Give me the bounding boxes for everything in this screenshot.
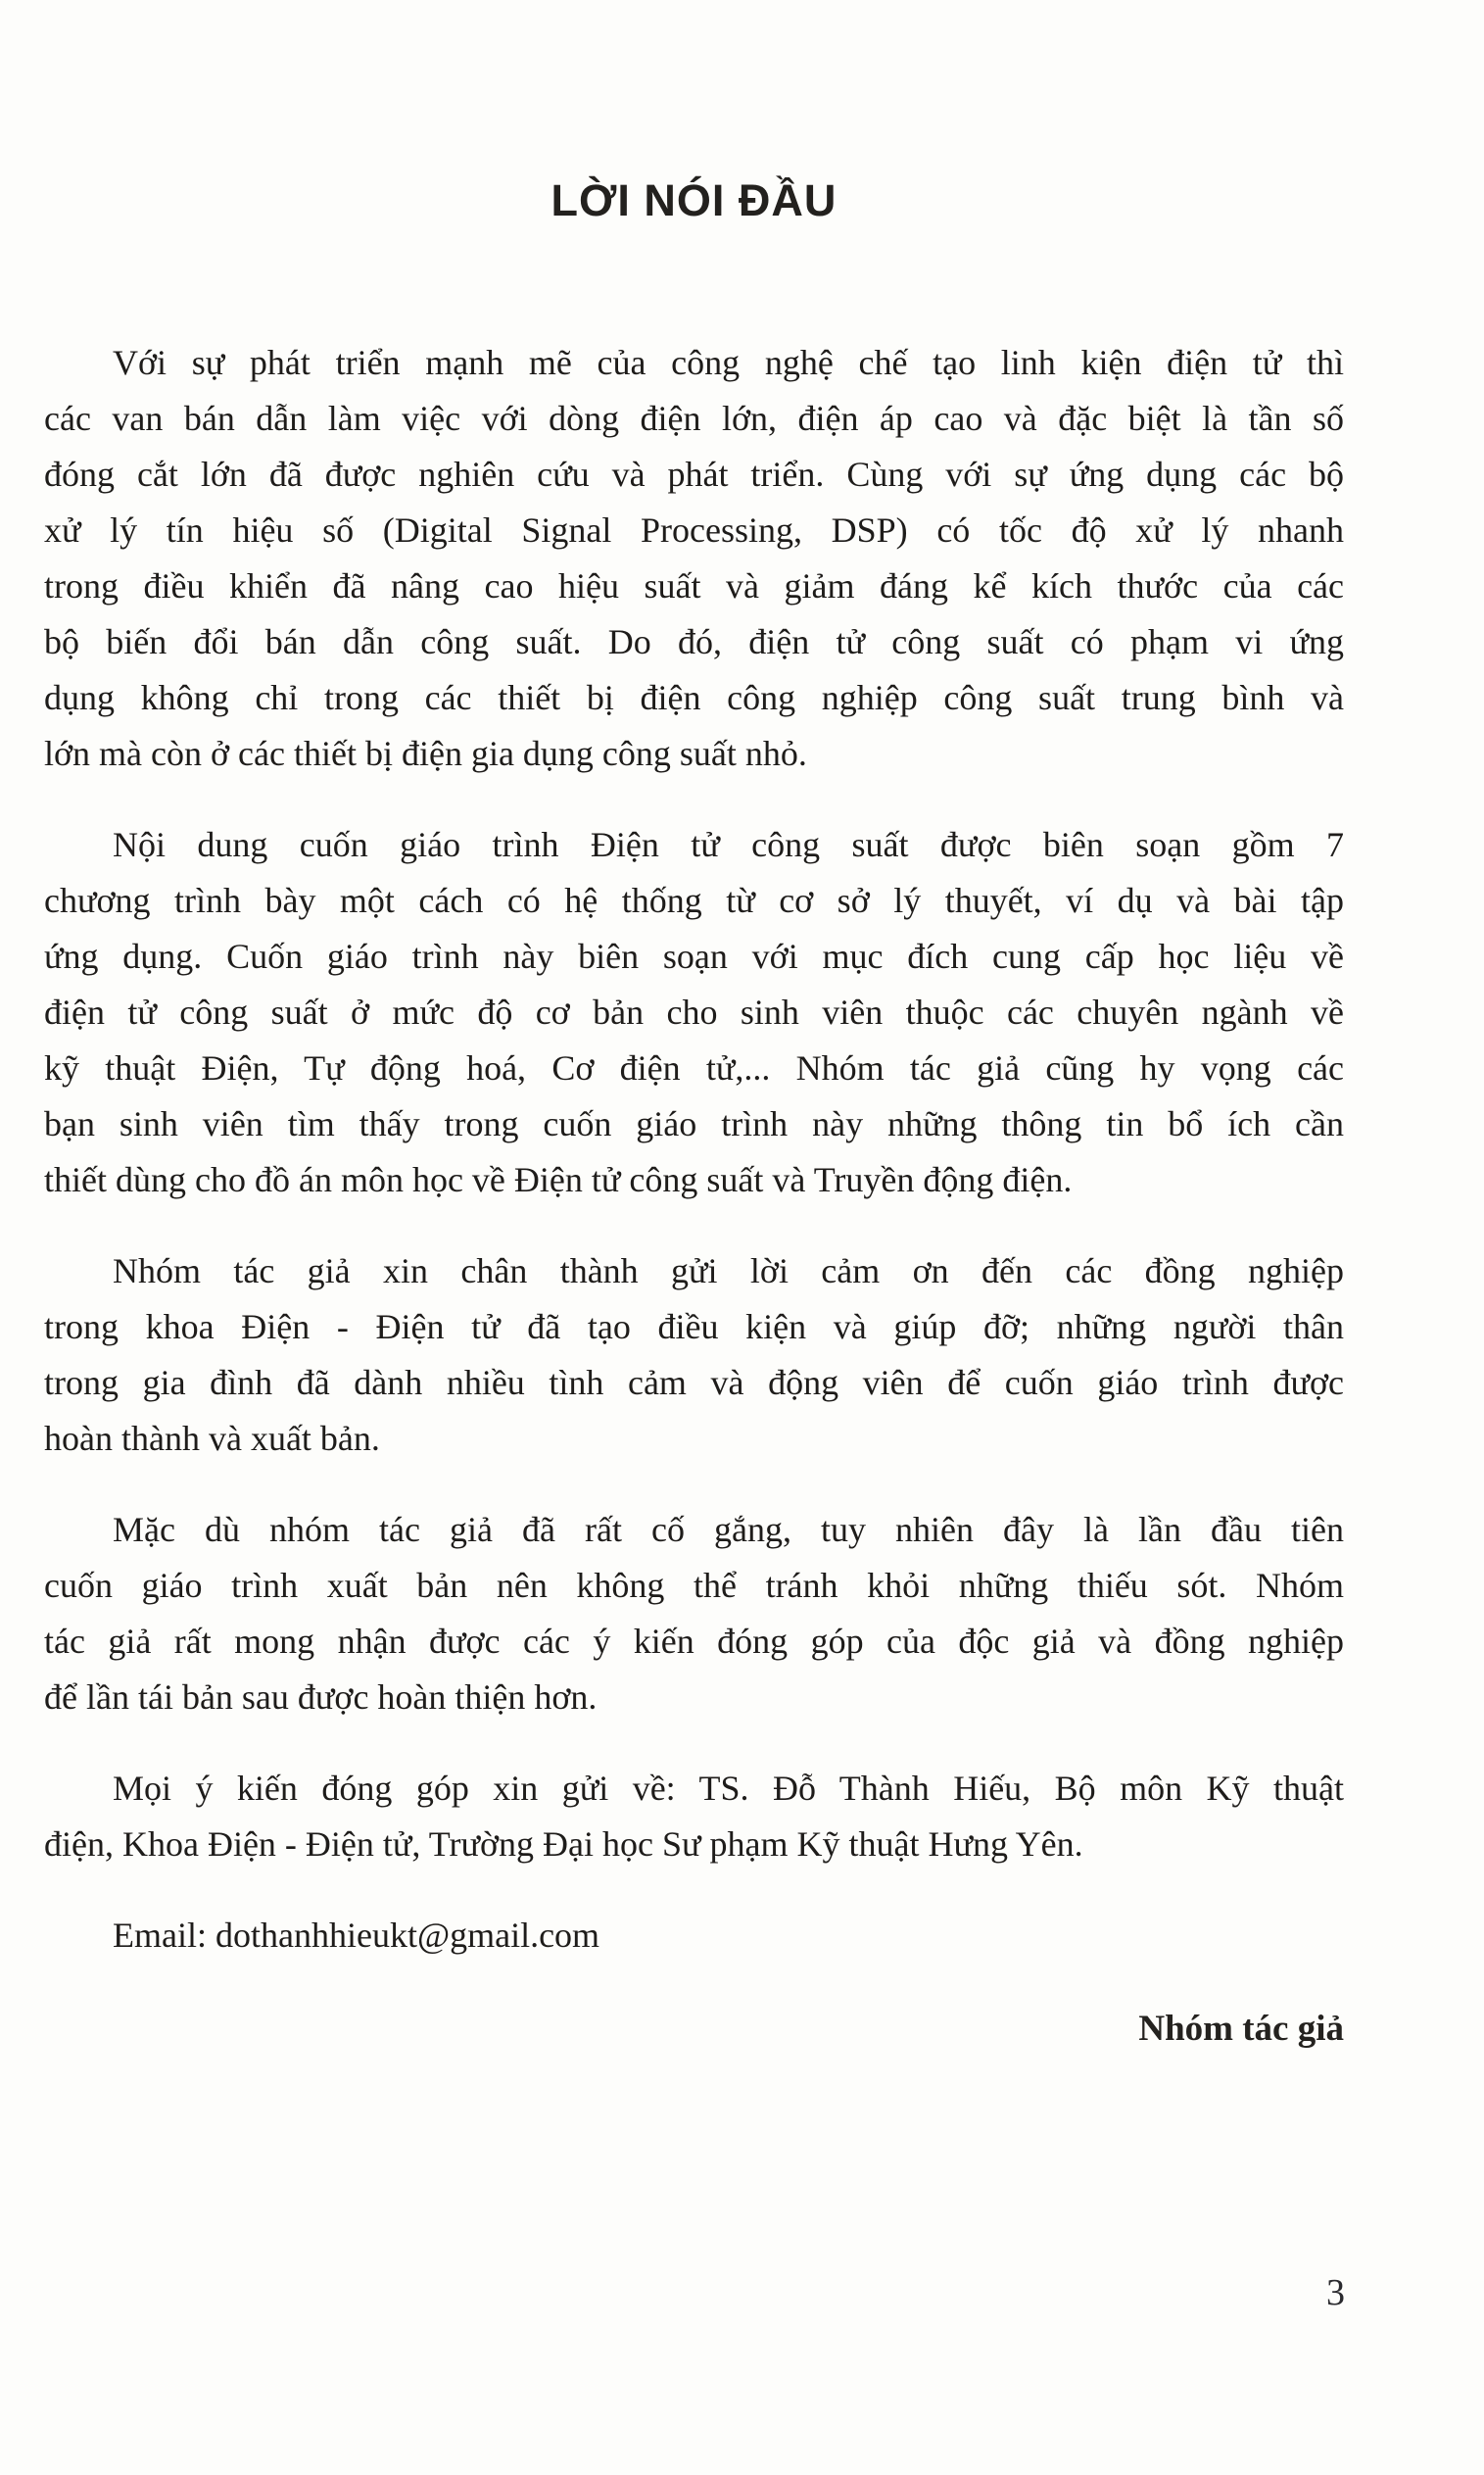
paragraph-line: thiết dùng cho đồ án môn học về Điện tử công suất và Truyền động điện. <box>44 1160 1073 1199</box>
page-content <box>44 0 1344 2054</box>
paragraph-line: điện, Khoa Điện - Điện tử, Trường Đại học Sư phạm Kỹ thuật Hưng Yên. <box>44 1824 1083 1864</box>
author-signature: Nhóm tác giả <box>1138 2009 1344 2049</box>
paragraph-line: để lần tái bản sau được hoàn thiện hơn. <box>44 1677 598 1717</box>
paragraph-line: đóng cắt lớn đã được nghiên cứu và phát triển. Cùng với sự ứng dụng các bộ <box>44 455 1344 494</box>
paragraph <box>44 1243 1344 1467</box>
paragraph-line: lớn mà còn ở các thiết bị điện gia dụng công suất nhỏ. <box>44 734 807 773</box>
paragraph <box>44 1502 1344 1725</box>
paragraph-line: trong khoa Điện - Điện tử đã tạo điều kiện và giúp đỡ; những người thân <box>44 1307 1344 1346</box>
paragraph <box>44 817 1344 1208</box>
paragraph-line: bạn sinh viên tìm thấy trong cuốn giáo trình này những thông tin bổ ích cần <box>44 1104 1344 1143</box>
page-title: LỜI NÓI ĐẦU <box>551 175 838 225</box>
paragraph-line: kỹ thuật Điện, Tự động hoá, Cơ điện tử,... Nhóm tác giả cũng hy vọng các <box>44 1048 1344 1088</box>
paragraph-line: Với sự phát triển mạnh mẽ của công nghệ chế tạo linh kiện điện tử thì <box>113 343 1344 382</box>
paragraph <box>44 1761 1344 1872</box>
paragraph-line: trong điều khiển đã nâng cao hiệu suất và giảm đáng kể kích thước của các <box>44 566 1344 606</box>
paragraph-line: tác giả rất mong nhận được các ý kiến đóng góp của độc giả và đồng nghiệp <box>44 1622 1344 1661</box>
paragraph-line: các van bán dẫn làm việc với dòng điện lớn, điện áp cao và đặc biệt là tần số <box>44 399 1344 438</box>
paragraph-line: Nội dung cuốn giáo trình Điện tử công suất được biên soạn gồm 7 <box>113 825 1344 864</box>
paragraph-line: Nhóm tác giả xin chân thành gửi lời cảm ơn đến các đồng nghiệp <box>113 1251 1344 1290</box>
body-paragraphs <box>44 335 1344 1872</box>
page-number: 3 <box>1326 2272 1345 2313</box>
paragraph-line: điện tử công suất ở mức độ cơ bản cho sinh viên thuộc các chuyên ngành về <box>44 993 1344 1032</box>
paragraph-line: xử lý tín hiệu số (Digital Signal Processing, DSP) có tốc độ xử lý nhanh <box>44 510 1344 550</box>
paragraph <box>44 335 1344 782</box>
paragraph-line: Mọi ý kiến đóng góp xin gửi về: TS. Đỗ Thành Hiếu, Bộ môn Kỹ thuật <box>113 1769 1344 1808</box>
paragraph-line: cuốn giáo trình xuất bản nên không thể tránh khỏi những thiếu sót. Nhóm <box>44 1566 1344 1605</box>
paragraph-line: hoàn thành và xuất bản. <box>44 1419 380 1458</box>
paragraph-line: bộ biến đổi bán dẫn công suất. Do đó, điện tử công suất có phạm vi ứng <box>44 622 1344 661</box>
paragraph-line: ứng dụng. Cuốn giáo trình này biên soạn với mục đích cung cấp học liệu về <box>44 937 1344 976</box>
paragraph-line: dụng không chỉ trong các thiết bị điện công nghiệp công suất trung bình và <box>44 678 1344 717</box>
paragraph-line: Mặc dù nhóm tác giả đã rất cố gắng, tuy nhiên đây là lần đầu tiên <box>113 1510 1344 1549</box>
email-line: Email: dothanhhieukt@gmail.com <box>113 1916 600 1955</box>
paragraph-line: trong gia đình đã dành nhiều tình cảm và động viên để cuốn giáo trình được <box>44 1363 1344 1402</box>
paragraph-line: chương trình bày một cách có hệ thống từ cơ sở lý thuyết, ví dụ và bài tập <box>44 881 1344 920</box>
